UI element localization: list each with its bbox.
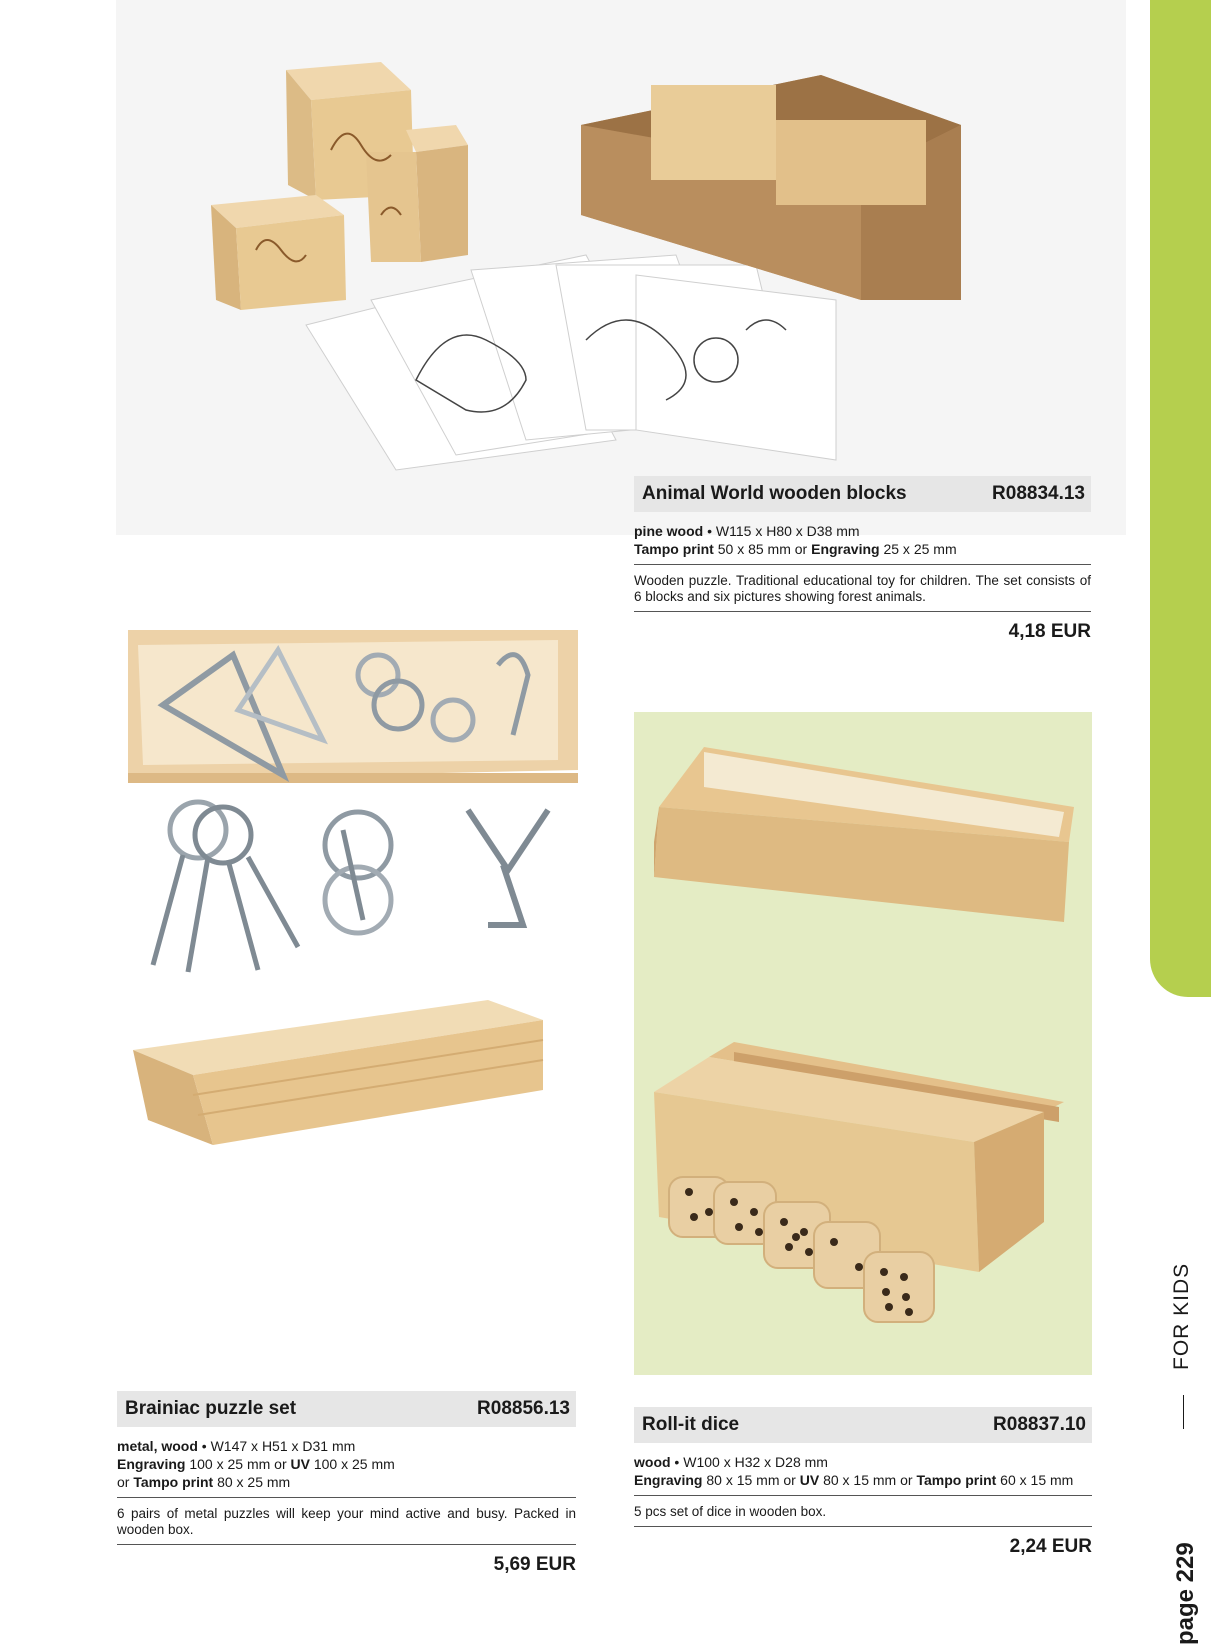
spec-method: Engraving — [811, 541, 880, 557]
spec-method: Tampo print — [916, 1472, 997, 1488]
product-code: R08856.13 — [477, 1398, 570, 1419]
product-name: Animal World wooden blocks — [642, 483, 907, 504]
product-code: R08834.13 — [992, 483, 1085, 504]
page-number-text: page 229 — [1172, 1542, 1199, 1645]
spec-size: 80 x 15 mm or — [819, 1472, 917, 1488]
product-price: 2,24 EUR — [1009, 1536, 1092, 1557]
product-specs — [634, 512, 1091, 565]
spec-dimensions: W147 x H51 x D31 mm — [210, 1438, 356, 1454]
spec-size: 80 x 25 mm — [213, 1474, 291, 1490]
spec-material: wood — [634, 1454, 671, 1470]
spec-method: Tampo print — [634, 541, 714, 557]
spec-dimensions: W100 x H32 x D28 mm — [683, 1454, 828, 1470]
product-brainiac — [117, 1391, 576, 1576]
product-price: 4,18 EUR — [1008, 621, 1091, 642]
spec-method: UV — [290, 1456, 310, 1472]
spec-sep: • — [670, 1454, 684, 1470]
spec-method: Tampo print — [133, 1474, 214, 1490]
spec-size: 100 x 25 mm or — [185, 1456, 291, 1472]
product-description: 6 pairs of metal puzzles will keep your mind active and busy. Packed in wooden box. — [117, 1498, 576, 1545]
photo-roll-it-dice — [634, 712, 1092, 1375]
spec-method: Engraving — [117, 1456, 186, 1472]
section-label — [1170, 1262, 1200, 1370]
spec-method: Engraving — [634, 1472, 703, 1488]
product-name: Brainiac puzzle set — [125, 1398, 297, 1419]
product-roll-it-dice — [634, 1407, 1092, 1558]
product-price: 5,69 EUR — [493, 1554, 576, 1575]
product-title-bar — [634, 1407, 1092, 1443]
product-specs — [634, 1443, 1092, 1496]
spec-size: 60 x 15 mm — [996, 1472, 1074, 1488]
product-specs — [117, 1427, 576, 1498]
spec-material: pine wood — [634, 523, 704, 539]
spec-prefix: or — [117, 1474, 134, 1490]
product-name: Roll-it dice — [642, 1414, 740, 1435]
section-name: FOR KIDS — [1170, 1262, 1193, 1370]
spec-sep: • — [703, 523, 716, 539]
spec-size: 80 x 15 mm or — [702, 1472, 800, 1488]
product-title-bar — [634, 476, 1091, 512]
section-divider — [1183, 1395, 1184, 1429]
spec-material: metal, wood — [117, 1438, 198, 1454]
section-tab — [1150, 0, 1211, 997]
photo-animal-world-blocks — [116, 0, 1126, 535]
product-code: R08837.10 — [993, 1414, 1086, 1435]
product-title-bar — [117, 1391, 576, 1427]
spec-dimensions: W115 x H80 x D38 mm — [715, 523, 860, 539]
product-animal-world — [634, 476, 1091, 643]
spec-sep: • — [197, 1438, 211, 1454]
spec-size: 25 x 25 mm — [879, 541, 957, 557]
photo-brainiac-puzzle-set — [88, 595, 608, 1335]
spec-size: 50 x 85 mm or — [713, 541, 812, 557]
product-description: 5 pcs set of dice in wooden box. — [634, 1496, 1092, 1527]
page-number — [1172, 1542, 1202, 1645]
spec-size: 100 x 25 mm — [309, 1456, 395, 1472]
spec-method: UV — [799, 1472, 820, 1488]
product-description: Wooden puzzle. Traditional educational toy for children. The set consists of 6 blocks and six pictures showing forest animals. — [634, 565, 1091, 612]
